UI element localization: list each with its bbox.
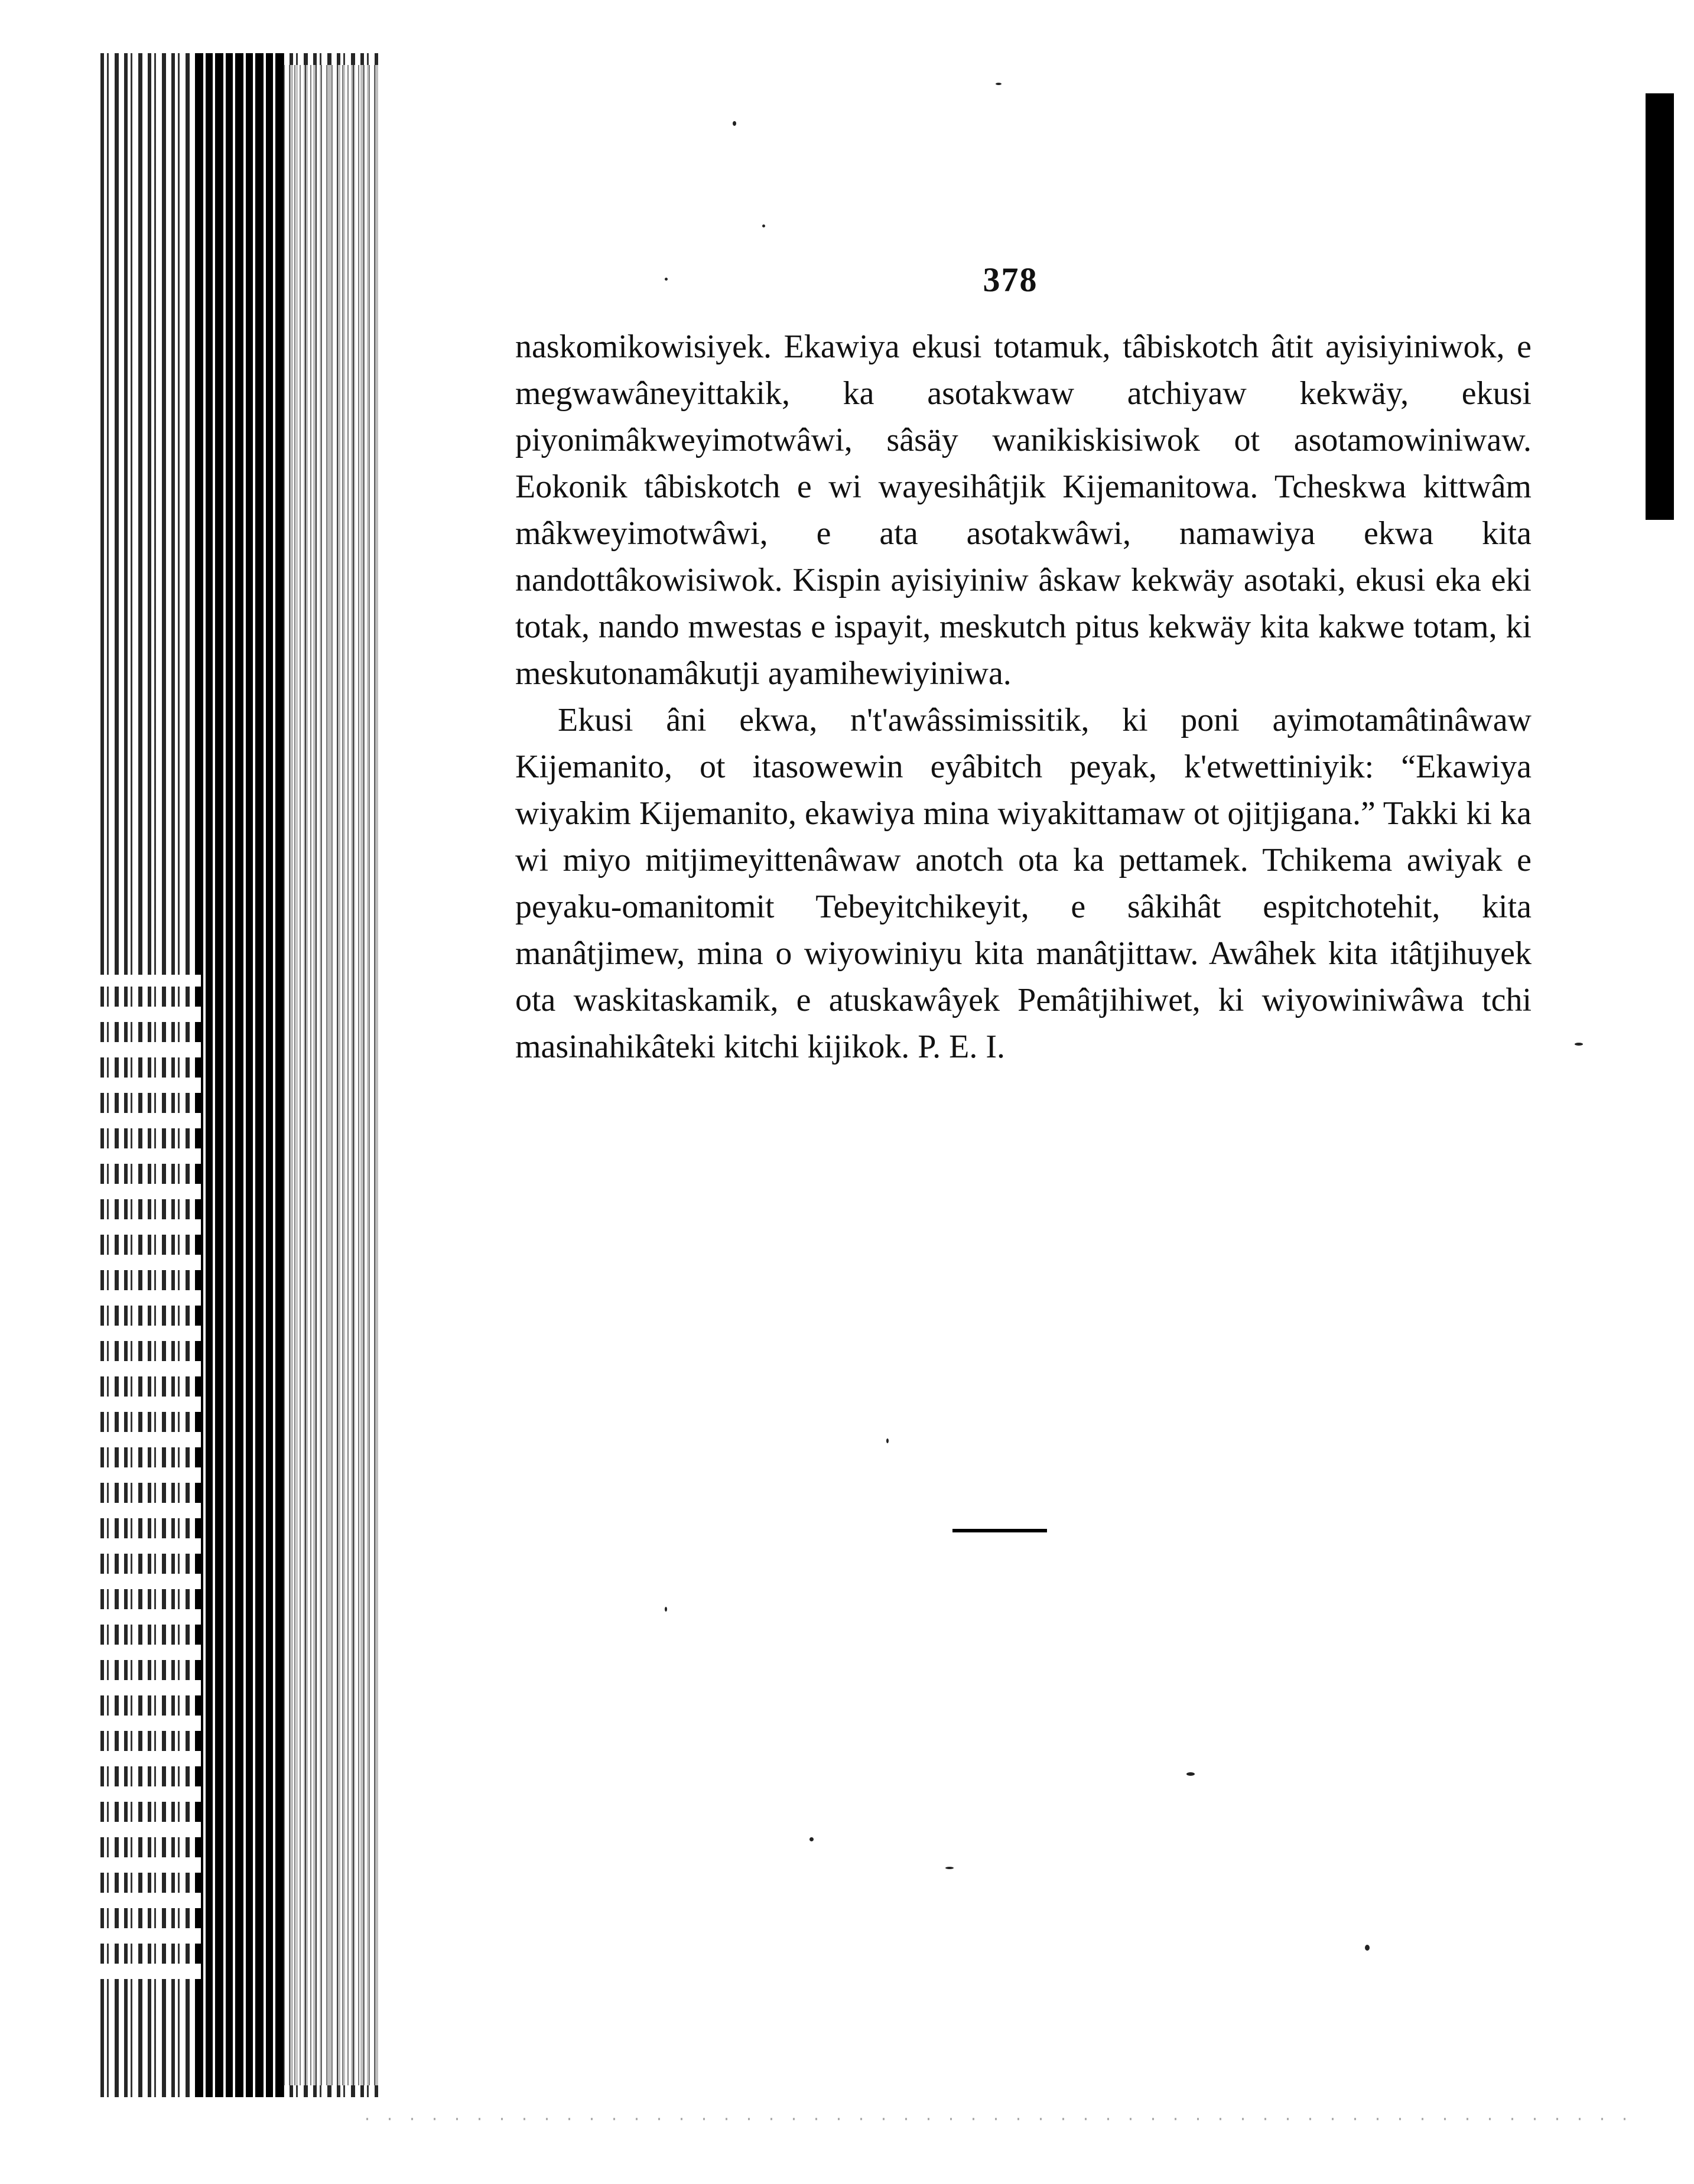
- scan-speck: [733, 121, 736, 126]
- scan-noise-bottom: [366, 2118, 1643, 2120]
- body-text: [515, 324, 1532, 1070]
- scan-speck: [1575, 1043, 1583, 1046]
- scan-speck: [762, 224, 765, 227]
- paragraph-1: naskomikowisiyek. Ekawiya ekusi totamuk, tâbiskotch âtit ayisiyiniwok, e megwawâneyittakik, ka asotakwaw atchiyaw kekwäy, ekusi piyonimâkweyimotwâwi, sâsäy wanikiskisiwok ot asotamowiniwaw. Eokonik tâbiskotch e wi wayesihâtjik Kijemanitowa. Tcheskwa kittwâm mâkweyimotwâwi, e ata asotakwâwi, namawiya ekwa kita nandottâkowisiwok. Kispin ayisiyiniw âskaw kekwäy asotaki, ekusi eka eki totak, nando mwestas e ispayit, meskutch pitus kekwäy kita kakwe totam, ki meskutonamâkutji ayamihewiyiniwa.: [515, 328, 1532, 692]
- page-number: 378: [983, 261, 1038, 299]
- scan-speck: [809, 1837, 814, 1841]
- scan-speck: [1365, 1945, 1370, 1951]
- paragraph-2: Ekusi âni ekwa, n't'awâssimissitik, ki poni ayimotamâtinâwaw Kijemanito, ot itasowewin eyâbitch peyak, k'etwettiniyik: “Ekawiya wiyakim Kijemanito, ekawiya mina wiyakittamaw ot ojitjigana.” Takki ki ka wi miyo mitjimeyittenâwaw anotch ota ka pettamek. Tchikema awiyak e peyaku-omanitomit Tebeyitchikeyit, e sâkihât espitchotehit, kita manâtjimew, mina o wiyowiniyu kita manâtjittaw. Awâhek kita itâtjihuyek ota waskitaskamik, e atuskawâyek Pemâtjihiwet, ki wiyowiniwâwa tchi masinahikâteki kitchi kijikok. P. E. I.: [515, 702, 1532, 1065]
- scan-speck: [996, 83, 1002, 85]
- scan-speck: [665, 1607, 667, 1612]
- scan-speck: [945, 1867, 954, 1869]
- binding-gutter-fade: [284, 65, 378, 2085]
- section-rule: [952, 1529, 1047, 1532]
- binding-gutter-gaps: [100, 975, 201, 1979]
- scan-edge-bar: [1646, 93, 1674, 520]
- scan-speck: [886, 1438, 889, 1443]
- scan-speck: [665, 278, 668, 281]
- scan-speck: [1186, 1772, 1195, 1776]
- binding-gutter-core: [195, 53, 284, 2097]
